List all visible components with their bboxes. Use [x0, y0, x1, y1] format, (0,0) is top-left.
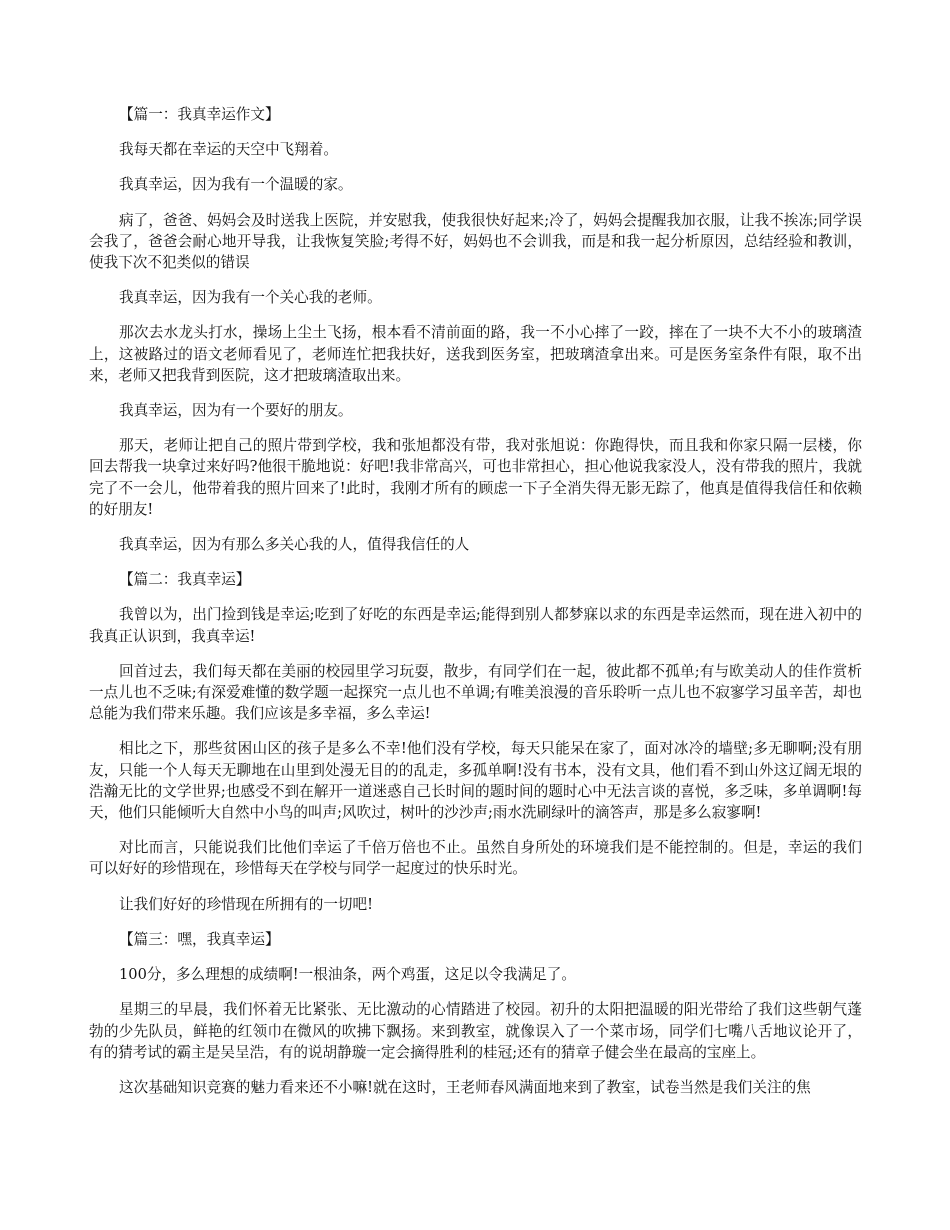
paragraph: 我真幸运，因为我有一个关心我的老师。 [119, 289, 382, 307]
paragraph: 让我们好好的珍惜现在所拥有的一切吧! [119, 895, 373, 913]
paragraph: 回首过去，我们每天都在美丽的校园里学习玩耍，散步，有同学们在一起，彼此都不孤单;有与欧美动人的佳作赏析一点儿也不乏味;有深爱难懂的数学题一起探究一点儿也不单调;有唯美浪漫的音乐聆听一点儿也不寂寥学习虽辛苦，却也总能为我们带来乐趣。我们应该是多幸福，多么幸运! [89, 662, 862, 723]
paragraph: 这次基础知识竞赛的魅力看来还不小嘛!就在这时，王老师春风满面地来到了教室，试卷当然是我们关注的焦 [119, 1078, 811, 1096]
paragraph: 我真幸运，因为有那么多关心我的人，值得我信任的人 [119, 536, 470, 554]
section-heading-1: 【篇一：我真幸运作文】 [119, 106, 280, 123]
paragraph: 100分，多么理想的成绩啊!一根油条，两个鸡蛋，这足以令我满足了。 [119, 966, 576, 984]
paragraph: 星期三的早晨，我们怀着无比紧张、无比激动的心情踏进了校园。初升的太阳把温暖的阳光带给了我们这些朝气蓬勃的少先队员，鲜艳的红领巾在微风的吹拂下飘扬。来到教室，就像误入了一个菜市场，同学们七嘴八舌地议论开了，有的猜考试的霸主是吴呈浩，有的说胡静璇一定会摘得胜利的桂冠;还有的猜章子健会坐在最高的宝座上。 [89, 1001, 862, 1061]
paragraph: 相比之下，那些贫困山区的孩子是多么不幸!他们没有学校，每天只能呆在家了，面对冰冷的墙壁;多无聊啊;没有朋友，只能一个人每天无聊地在山里到处漫无目的的乱走，多孤单啊!没有书本，没有文具，他们看不到山外这辽阔无垠的浩瀚无比的文学世界;也感受不到在解开一道迷惑自己长时间的题时间的题时心中无法言谈的喜悦，多乏味，多单调啊!每天，他们只能倾听大自然中小鸟的叫声;风吹过，树叶的沙沙声;雨水洗刷绿叶的滴答声，那是多么寂寥啊! [89, 740, 862, 822]
paragraph: 那次去水龙头打水，操场上尘土飞扬，根本看不清前面的路，我一不小心摔了一跤，摔在了一块不大不小的玻璃渣上，这被路过的语文老师看见了，老师连忙把我扶好，送我到医务室，把玻璃渣拿出来。可是医务室条件有限，取不出来，老师又把我背到医院，这才把玻璃渣取出来。 [89, 324, 862, 384]
paragraph: 我曾以为，出门捡到钱是幸运;吃到了好吃的东西是幸运;能得到别人都梦寐以求的东西是幸运然而，现在进入初中的我真正认识到，我真幸运! [89, 606, 862, 645]
paragraph: 我每天都在幸运的天空中飞翔着。 [119, 141, 338, 159]
section-heading-3: 【篇三：嘿，我真幸运】 [119, 930, 280, 948]
section-heading-2: 【篇二：我真幸运】 [119, 571, 251, 589]
paragraph: 我真幸运，因为我有一个温暖的家。 [119, 176, 353, 194]
paragraph: 对比而言，只能说我们比他们幸运了千倍万倍也不止。虽然自身所处的环境我们是不能控制的。但是，幸运的我们可以好好的珍惜现在，珍惜每天在学校与同学一起度过的快乐时光。 [89, 839, 862, 878]
paragraph: 我真幸运，因为有一个要好的朋友。 [119, 402, 353, 420]
paragraph: 病了，爸爸、妈妈会及时送我上医院，并安慰我，使我很快好起来;冷了，妈妈会提醒我加衣服，让我不挨冻;同学误会我了，爸爸会耐心地开导我，让我恢复笑脸;考得不好，妈妈也不会训我，而是和我一起分析原因，总结经验和教训，使我下次不犯类似的错误 [89, 211, 862, 272]
paragraph: 那天，老师让把自己的照片带到学校，我和张旭都没有带，我对张旭说：你跑得快，而且我和你家只隔一层楼，你回去帮我一块拿过来好吗?他很干脆地说：好吧!我非常高兴，可也非常担心，担心他说我家没人，没有带我的照片，我就完了不一会儿，他带着我的照片回来了!此时，我刚才所有的顾虑一下子全消失得无影无踪了，他真是值得我信任和依赖的好朋友! [89, 437, 862, 518]
